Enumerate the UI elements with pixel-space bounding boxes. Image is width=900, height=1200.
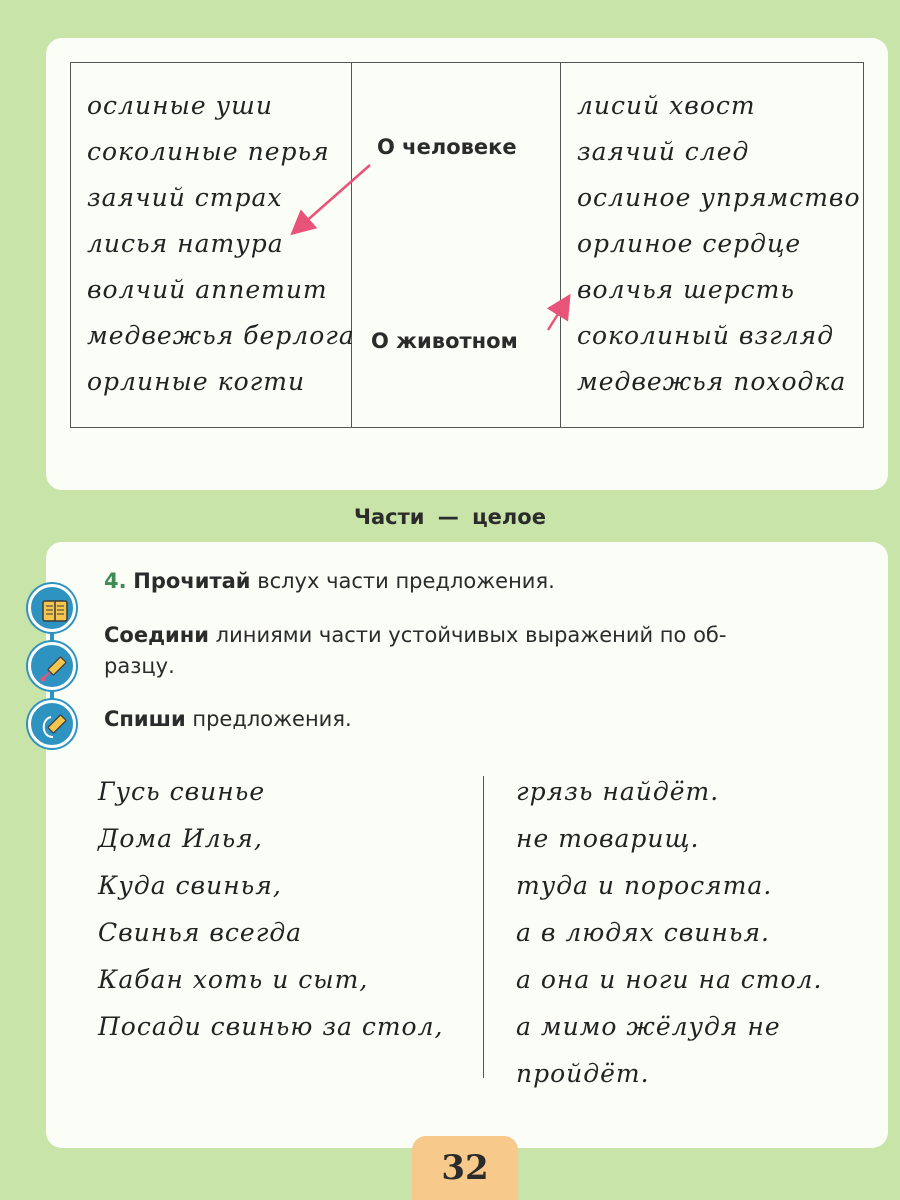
list-item: Свинья всегда <box>98 918 303 947</box>
list-item: Посади свинью за стол, <box>98 1012 444 1041</box>
list-item: лисий хвост <box>577 91 756 120</box>
list-item: грязь найдёт. <box>516 777 720 806</box>
task-line-3 <box>104 704 864 735</box>
task-line-1 <box>104 566 864 597</box>
task-verb-connect: Соедини <box>104 623 209 647</box>
task-verb-read: Прочитай <box>133 569 251 593</box>
list-item: Кабан хоть и сыт, <box>98 965 369 994</box>
proverb-divider <box>483 776 484 1078</box>
list-item: волчий аппетит <box>87 275 328 304</box>
list-item: соколиный взгляд <box>577 321 835 350</box>
list-item: заячий страх <box>87 183 283 212</box>
task-line-2-cont: разцу. <box>104 654 175 678</box>
label-person: О человеке <box>377 135 517 159</box>
task-line-2 <box>104 620 864 651</box>
task-verb-copy: Спиши <box>104 707 186 731</box>
list-item: медвежья берлога <box>87 321 355 350</box>
list-item: туда и поросята. <box>516 871 773 900</box>
list-item: пройдёт. <box>516 1059 650 1088</box>
list-item: заячий след <box>577 137 750 166</box>
list-item: орлиные когти <box>87 367 306 396</box>
section-title: Части — целое <box>354 505 546 529</box>
task-text-2: линиями части устойчивых выражений по об- <box>215 623 727 647</box>
list-item: ослиные уши <box>87 91 273 120</box>
list-item: волчья шерсть <box>577 275 795 304</box>
pencil-line-icon <box>28 642 76 690</box>
list-item: орлиное сердце <box>577 229 802 258</box>
task-number: 4. <box>104 569 127 593</box>
list-item: а она и ноги на стол. <box>516 965 823 994</box>
arrow-animal <box>548 298 568 330</box>
list-item: лисья натура <box>87 229 284 258</box>
list-item: Дома Илья, <box>98 824 263 853</box>
task-text-3: предложения. <box>192 707 352 731</box>
book-icon <box>28 584 76 632</box>
pencil-copy-icon <box>28 700 76 748</box>
list-item: соколиные перья <box>87 137 330 166</box>
list-item: не товарищ. <box>516 824 700 853</box>
proverb-ends <box>516 768 822 1097</box>
list-item: медвежья походка <box>577 367 847 396</box>
list-item: Гусь свинье <box>98 777 266 806</box>
page-number: 32 <box>412 1136 518 1200</box>
list-item: а в людях свинья. <box>516 918 770 947</box>
list-item: ослиное упрямство <box>577 183 861 212</box>
task-text-1: вслух части предложения. <box>257 569 555 593</box>
list-item: Куда свинья, <box>98 871 282 900</box>
label-animal: О животном <box>371 329 518 353</box>
proverb-starts <box>98 768 443 1050</box>
arrow-person <box>294 165 370 232</box>
list-item: а мимо жёлудя не <box>516 1012 781 1041</box>
